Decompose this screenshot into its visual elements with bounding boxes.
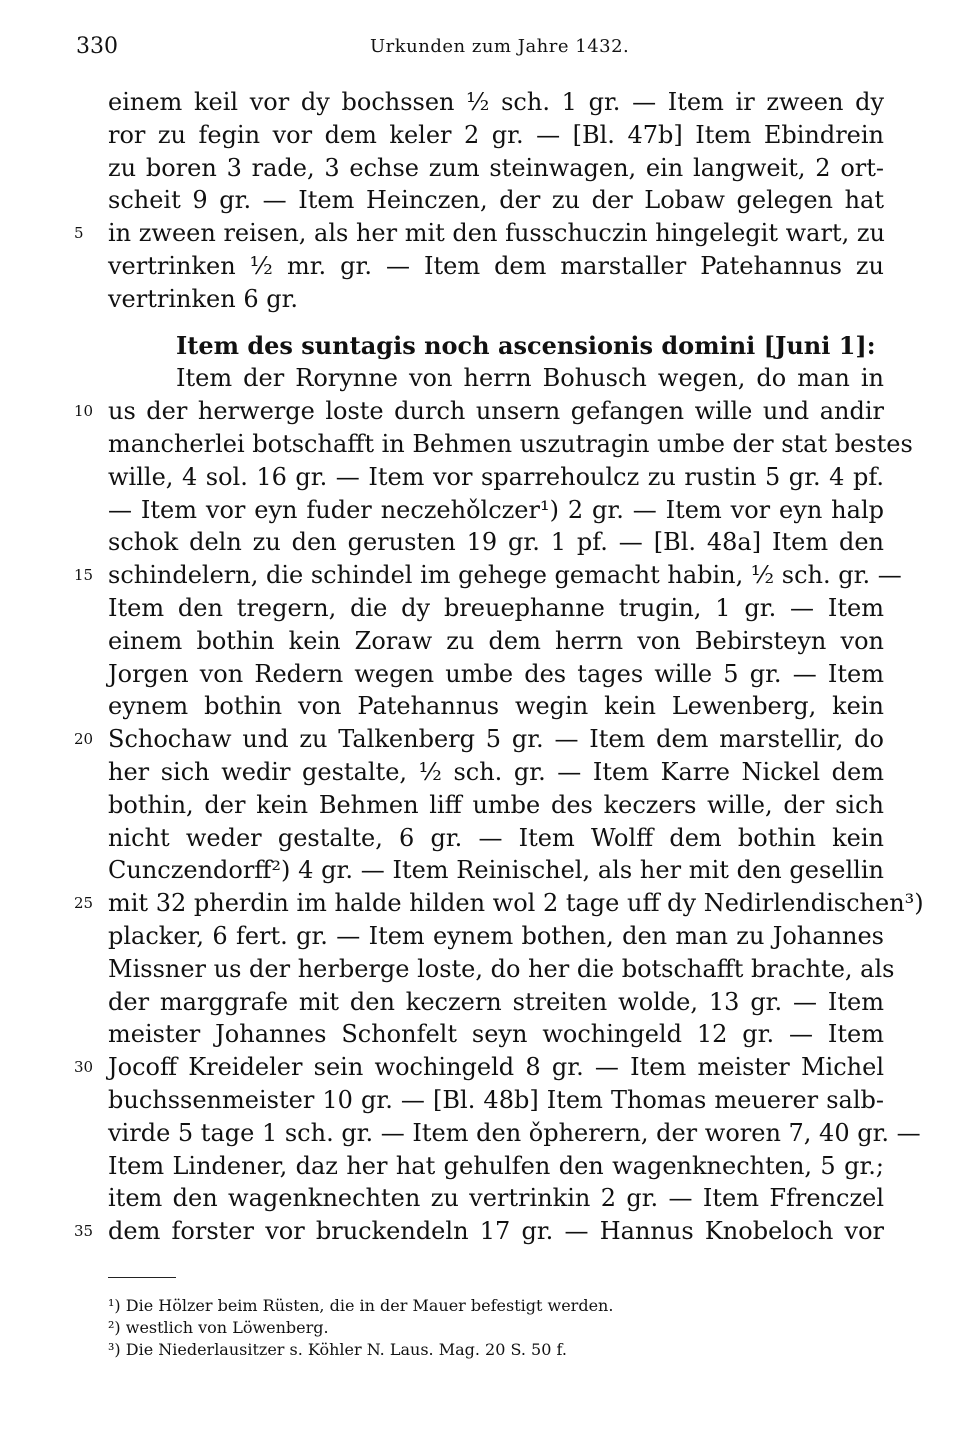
text-line: 20 Schochaw und zu Talkenberg 5 gr. — Item dem marstellir, do [108,723,884,756]
line-number: 5 [74,224,84,243]
text-line: scheit 9 gr. — Item Heinczen, der zu der Lobaw gelegen hat [108,186,884,215]
text-line: ror zu fegin vor dem keler 2 gr. — [Bl. 47b] Item Ebindrein [108,120,884,149]
text-line: 25 mit 32 pherdin im halde hilden wol 2 tage uff dy Nedirlendischen³) [108,887,884,920]
text-line: Missner us der herberge loste, do her die botschafft brachte, als [108,954,895,983]
footnote: ¹) Die Hölzer beim Rüsten, die in der Mauer befestigt werden. [108,1296,614,1315]
text-line: buchssenmeister 10 gr. — [Bl. 48b] Item Thomas meuerer salb- [108,1085,884,1114]
text-line: 35 dem forster vor bruckendeln 17 gr. — Hannus Knobeloch vor [108,1215,884,1248]
text-line: einem keil vor dy bochssen ½ sch. 1 gr. — Item ir zween dy [108,88,884,116]
running-title: Urkunden zum Jahre 1432. [370,36,630,57]
text-line: 10 us der herwerge loste durch unsern gefangen wille und andir [108,395,884,428]
text-line: wille, 4 sol. 16 gr. — Item vor sparrehoulcz zu rustin 5 gr. 4 pf. [108,462,884,491]
text-line: virde 5 tage 1 sch. gr. — Item den ǒpherern, der woren 7, 40 gr. — [108,1118,921,1147]
text-line: zu boren 3 rade, 3 echse zum steinwagen, ein langweit, 2 ort- [108,153,884,182]
text-line: 15 schindelern, die schindel im gehege gemacht habin, ½ sch. gr. — [108,559,884,592]
text-line: item den wagenknechten zu vertrinkin 2 gr. — Item Ffrenczel [108,1184,884,1213]
text-line: meister Johannes Schonfelt seyn wochingeld 12 gr. — Item [108,1020,884,1049]
text-line: her sich wedir gestalte, ½ sch. gr. — Item Karre Nickel dem [108,757,884,786]
text-line: — Item vor eyn fuder neczehǒlczer¹) 2 gr. — Item vor eyn halp [108,495,884,524]
text-line: eynem bothin von Patehannus wegin kein Lewenberg, kein [108,692,884,721]
text-line: einem bothin kein Zoraw zu dem herrn von Bebirsteyn von [108,626,884,655]
text-line: 5 in zween reisen, als her mit den fusschuczin hingelegit wart, zu [108,217,884,250]
line-number: 30 [74,1058,94,1077]
text-line: mancherlei botschafft in Behmen uszutragin umbe der stat bestes [108,429,913,458]
footnote-rule [108,1277,176,1278]
text-line: placker, 6 fert. gr. — Item eynem bothen, den man zu Johannes [108,921,884,950]
text-line: Cunczendorff²) 4 gr. — Item Reinischel, als her mit den gesellin [108,856,884,885]
page-number: 330 [76,34,118,59]
text-line: Item den tregern, die dy breuephanne trugin, 1 gr. — Item [108,593,884,622]
footnote: ³) Die Niederlausitzer s. Köhler N. Laus. Mag. 20 S. 50 f. [108,1340,567,1359]
line-number: 25 [74,894,94,913]
text-line: Item der Rorynne von herrn Bohusch wegen, do man in [176,364,884,393]
body-text [74,86,924,1248]
line-number: 10 [74,402,94,421]
footnotes [108,1295,884,1361]
text-line: 30 Jocoff Kreideler sein wochingeld 8 gr. — Item meister Michel [108,1051,884,1084]
line-number: 20 [74,730,94,749]
section-heading: Item des suntagis noch ascensionis domini [Juni 1]: [176,330,876,360]
text-line: schok deln zu den gerusten 19 gr. 1 pf. — [Bl. 48a] Item den [108,528,884,557]
text-line: vertrinken ½ mr. gr. — Item dem marstaller Patehannus zu [108,251,884,280]
page-header [0,34,960,64]
text-line: vertrinken 6 gr. [108,284,299,313]
text-line: Jorgen von Redern wegen umbe des tages wille 5 gr. — Item [108,659,884,688]
line-number: 15 [74,566,94,585]
text-line: nicht weder gestalte, 6 gr. — Item Wolff dem bothin kein [108,823,884,852]
text-line: Item Lindener, daz her hat gehulfen den wagenknechten, 5 gr.; [108,1151,884,1180]
text-line: bothin, der kein Behmen liff umbe des keczers wille, der sich [108,790,884,819]
text-line: der marggrafe mit den keczern streiten wolde, 13 gr. — Item [108,987,884,1016]
footnote: ²) westlich von Löwenberg. [108,1318,329,1337]
line-number: 35 [74,1222,94,1241]
